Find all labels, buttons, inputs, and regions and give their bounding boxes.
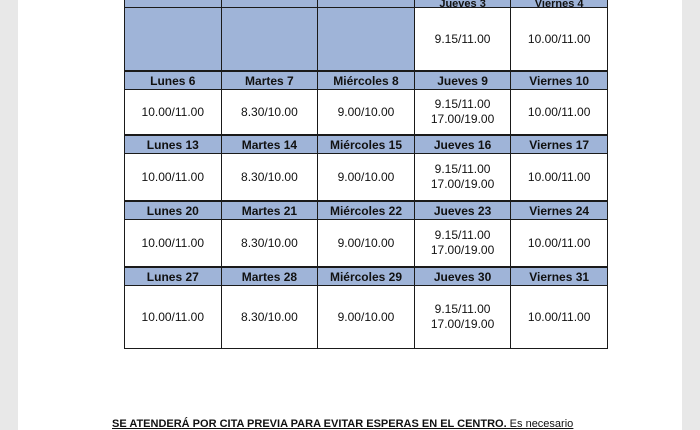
time-slot: 8.30/10.00 — [241, 235, 298, 250]
time-slot: 17.00/19.00 — [430, 243, 495, 257]
time-cell — [511, 90, 608, 136]
day-header: Lunes 6 — [125, 71, 222, 90]
day-header: Jueves 16 — [414, 135, 511, 154]
time-slot: 8.30/10.00 — [241, 309, 298, 324]
week-times-row — [125, 90, 608, 136]
time-cell — [414, 286, 511, 349]
time-slot: 10.00/11.00 — [527, 169, 591, 184]
appointment-notice — [112, 418, 573, 430]
time-slot: 10.00/11.00 — [527, 309, 591, 324]
time-cell — [221, 220, 318, 268]
time-slot: 17.00/19.00 — [430, 317, 495, 331]
day-header: Viernes 4 — [511, 0, 608, 8]
day-header: Viernes 17 — [511, 135, 608, 154]
notice-bold: SE ATENDERÁ POR CITA PREVIA PARA EVITAR ESPERAS EN EL CENTRO. — [112, 418, 507, 430]
time-cell — [318, 90, 415, 136]
time-cell — [511, 286, 608, 349]
week-times-row — [125, 286, 608, 349]
day-header: Viernes 10 — [511, 71, 608, 90]
day-header: Martes 7 — [221, 71, 318, 90]
week-times-row — [125, 154, 608, 202]
week-header-row — [125, 267, 608, 286]
time-slot: 10.00/11.00 — [141, 235, 205, 250]
time-slot: 10.00/11.00 — [141, 104, 205, 119]
time-cell — [414, 154, 511, 202]
time-cell — [318, 286, 415, 349]
time-slot: 9.15/11.00 — [434, 302, 491, 316]
time-slot: 17.00/19.00 — [430, 112, 495, 126]
time-cell — [221, 154, 318, 202]
time-cell — [414, 220, 511, 268]
time-slot: 9.00/10.00 — [337, 309, 395, 324]
day-header: Miércoles 8 — [318, 71, 415, 90]
time-slot: 9.00/10.00 — [337, 235, 395, 250]
time-slot: 9.15/11.00 — [434, 228, 491, 242]
time-cell — [511, 220, 608, 268]
time-cell — [221, 8, 318, 72]
day-header — [221, 0, 318, 8]
day-header: Martes 14 — [221, 135, 318, 154]
week-header-row — [125, 71, 608, 90]
time-slot: 17.00/19.00 — [430, 177, 495, 191]
day-header: Viernes 24 — [511, 201, 608, 220]
time-cell — [125, 154, 222, 202]
day-header: Miércoles 29 — [318, 267, 415, 286]
time-slot: 8.30/10.00 — [241, 169, 298, 184]
time-cell — [125, 8, 222, 72]
day-header: Jueves 9 — [414, 71, 511, 90]
time-slot: 9.15/11.00 — [434, 97, 491, 111]
day-header: Martes 21 — [221, 201, 318, 220]
time-slot: 9.00/10.00 — [337, 169, 395, 184]
week-times-row — [125, 8, 608, 72]
document-page — [18, 0, 682, 430]
time-cell — [318, 8, 415, 72]
time-cell — [125, 220, 222, 268]
time-cell — [318, 154, 415, 202]
schedule-table — [124, 0, 608, 349]
week-header-row — [125, 135, 608, 154]
time-slot: 10.00/11.00 — [527, 235, 591, 250]
day-header: Martes 28 — [221, 267, 318, 286]
time-slot: 10.00/11.00 — [527, 31, 591, 46]
day-header: Jueves 30 — [414, 267, 511, 286]
time-slot: 10.00/11.00 — [527, 104, 591, 119]
day-header — [125, 0, 222, 8]
week-header-row — [125, 0, 608, 8]
time-slot: 8.30/10.00 — [241, 104, 298, 119]
day-header: Lunes 27 — [125, 267, 222, 286]
time-slot: 9.00/10.00 — [337, 104, 395, 119]
time-slot: 9.15/11.00 — [434, 31, 491, 46]
time-cell — [221, 286, 318, 349]
time-slot: 10.00/11.00 — [141, 309, 205, 324]
time-cell — [125, 286, 222, 349]
day-header: Lunes 13 — [125, 135, 222, 154]
time-cell — [511, 154, 608, 202]
time-cell — [414, 90, 511, 136]
week-header-row — [125, 201, 608, 220]
time-cell — [414, 8, 511, 72]
day-header: Jueves 3 — [414, 0, 511, 8]
day-header: Miércoles 22 — [318, 201, 415, 220]
day-header: Lunes 20 — [125, 201, 222, 220]
week-times-row — [125, 220, 608, 268]
time-cell — [125, 90, 222, 136]
day-header: Jueves 23 — [414, 201, 511, 220]
day-header — [318, 0, 415, 8]
time-cell — [221, 90, 318, 136]
notice-rest: Es necesario — [506, 418, 574, 430]
time-cell — [318, 220, 415, 268]
time-cell — [511, 8, 608, 72]
day-header: Viernes 31 — [511, 267, 608, 286]
day-header: Miércoles 15 — [318, 135, 415, 154]
time-slot: 9.15/11.00 — [434, 162, 491, 176]
time-slot: 10.00/11.00 — [141, 169, 205, 184]
